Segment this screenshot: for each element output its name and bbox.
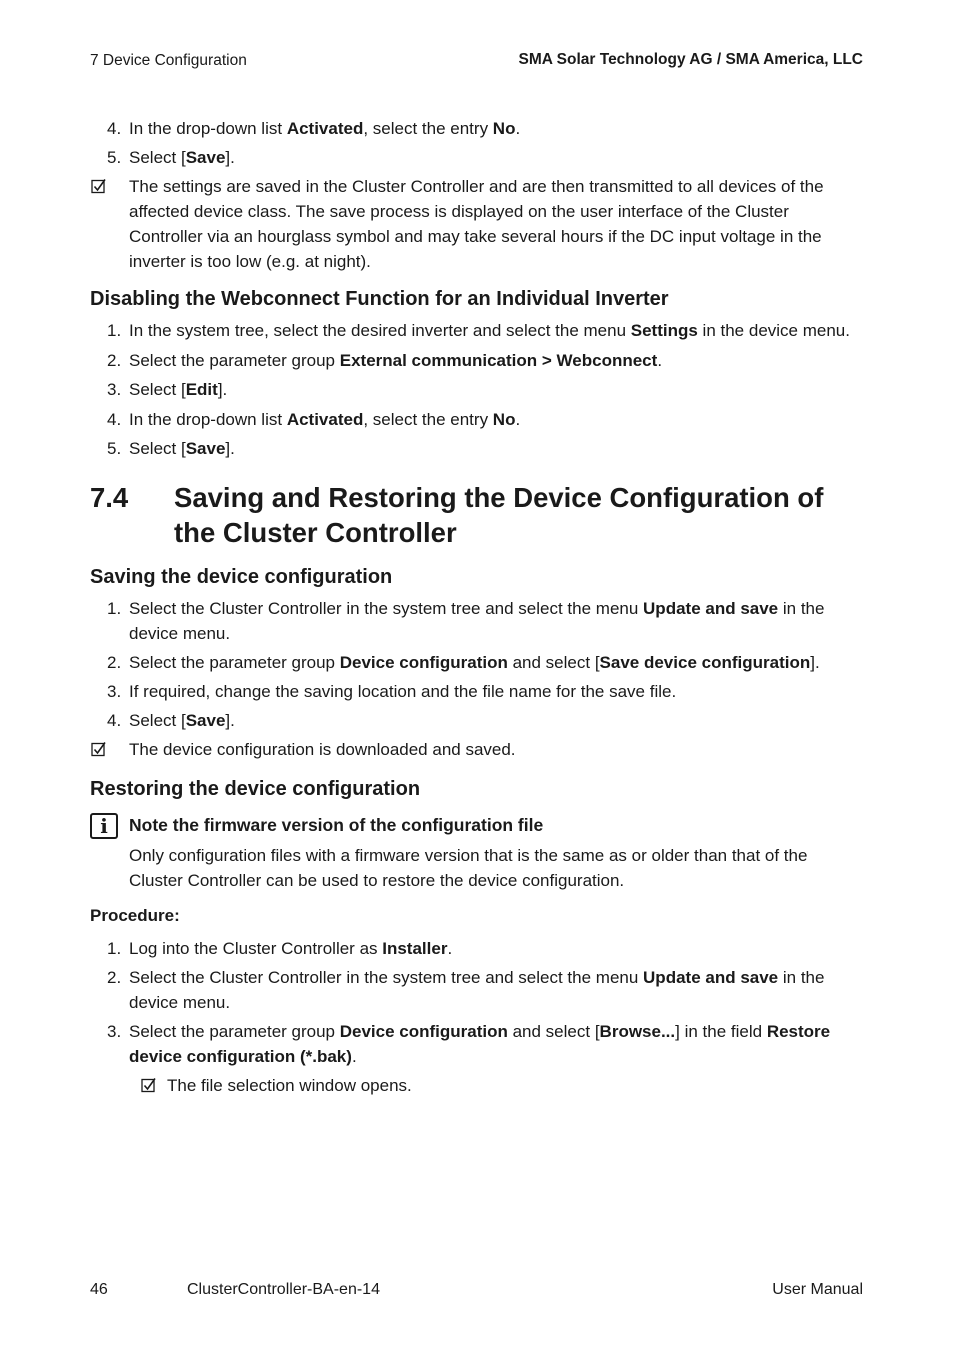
step-text: in the device menu. [129, 599, 825, 643]
ui-term: Device configuration [339, 1022, 508, 1041]
step-number: 5. [107, 148, 122, 167]
checkbox-checked-icon [91, 742, 106, 757]
step-text: ]. [225, 711, 235, 730]
step-text: Log into the Cluster Controller as [129, 939, 383, 958]
subheading-webconnect: Disabling the Webconnect Function for an Individual Inverter [90, 288, 669, 310]
ui-term: Installer [382, 939, 448, 958]
step-text: . [447, 939, 453, 958]
page-number: 46 [90, 1281, 108, 1298]
doc-type: User Manual [772, 1281, 863, 1298]
ui-term: No [492, 119, 516, 138]
step-text: and select [ [507, 653, 600, 672]
header-company: SMA Solar Technology AG / SMA America, LLC [518, 51, 863, 68]
result-text: The file selection window opens. [167, 1076, 412, 1095]
ui-term: Update and save [643, 599, 779, 618]
ui-term: No [492, 410, 516, 429]
result-item [141, 1073, 881, 1098]
note-body: Only configuration files with a firmware version that is the same as or older than that of the Cluster Controller can be used to restore the device configuration. [129, 846, 808, 890]
result-item [91, 737, 831, 762]
ui-term: Browse... [599, 1022, 676, 1041]
step-text: In the drop-down list [129, 410, 287, 429]
ui-term: Save [185, 439, 226, 458]
step-text: Select [ [129, 148, 186, 167]
step-text: In the drop-down list [129, 119, 287, 138]
list-item [107, 116, 867, 141]
ui-term: Activated [286, 410, 364, 429]
ui-term: Restore device configuration (*.bak) [129, 1022, 831, 1066]
section-number: 7.4 [90, 482, 129, 513]
step-text: . [515, 119, 521, 138]
step-number: 4. [107, 119, 122, 138]
step-text: Select the parameter group [129, 653, 340, 672]
step-text: , select the entry [363, 410, 493, 429]
checkbox-checked-icon [91, 179, 106, 194]
step-number: 2. [107, 653, 122, 672]
step-text: Select [ [129, 711, 186, 730]
list-item [107, 407, 867, 432]
step-text: and select [ [507, 1022, 600, 1041]
step-text: Select [ [129, 380, 186, 399]
doc-id: ClusterController-BA-en-14 [187, 1281, 380, 1298]
step-number: 4. [107, 711, 122, 730]
step-text: . [657, 351, 663, 370]
step-text: In the system tree, select the desired inverter and select the menu [129, 321, 631, 340]
step-number: 1. [107, 599, 122, 618]
result-text: The device configuration is downloaded and saved. [129, 740, 516, 759]
list-item [107, 650, 867, 675]
step-number: 2. [107, 351, 122, 370]
section-heading [90, 480, 864, 550]
step-text: ]. [217, 380, 228, 399]
list-item [107, 377, 867, 402]
step-number: 4. [107, 410, 122, 429]
ui-term: Save [185, 711, 226, 730]
list-item [107, 1019, 867, 1069]
step-text: Select [ [129, 439, 186, 458]
list-item [107, 596, 867, 646]
ui-term: Activated [286, 119, 364, 138]
step-text: Select the parameter group [129, 1022, 340, 1041]
step-text: ] in the field [675, 1022, 767, 1041]
step-text: If required, change the saving location and the file name for the save file. [129, 682, 677, 701]
step-number: 3. [107, 380, 122, 399]
step-text: ]. [225, 439, 235, 458]
note-title: Note the firmware version of the configuration file [129, 815, 544, 835]
checkbox-checked-icon [141, 1078, 156, 1093]
step-text: ]. [810, 653, 820, 672]
step-text: Select the Cluster Controller in the system tree and select the menu [129, 968, 644, 987]
step-number: 1. [107, 939, 122, 958]
list-item [107, 318, 867, 343]
step-text: . [351, 1047, 357, 1066]
step-number: 2. [107, 968, 122, 987]
list-item [107, 936, 867, 961]
info-icon [90, 813, 118, 839]
subheading-restoring: Restoring the device configuration [90, 778, 421, 800]
ui-term: Update and save [643, 968, 779, 987]
step-number: 5. [107, 439, 122, 458]
list-item [107, 348, 867, 373]
step-text: ]. [225, 148, 235, 167]
ui-term: Save [185, 148, 226, 167]
list-item [107, 436, 867, 461]
step-text: . [515, 410, 521, 429]
ui-term: Edit [185, 380, 218, 399]
step-text: Select the parameter group [129, 351, 340, 370]
list-item [107, 679, 867, 704]
info-glyph: i [100, 814, 108, 838]
step-text: Select the Cluster Controller in the system tree and select the menu [129, 599, 644, 618]
list-item [107, 708, 867, 733]
subheading-saving: Saving the device configuration [90, 566, 393, 588]
step-text: in the device menu. [697, 321, 850, 340]
list-item [107, 145, 867, 170]
ui-term: Settings [630, 321, 698, 340]
section-title: Saving and Restoring the Device Configuration of the Cluster Controller [174, 482, 824, 548]
result-text: The settings are saved in the Cluster Controller and are then transmitted to all devices of the affected device class. The save process is displayed on the user interface of the Cluster Controller via an hourglass symbol and may take several hours if the DC input voltage in the inverter is too low (e.g. at night). [129, 177, 824, 271]
result-item [91, 174, 831, 274]
step-text: in the device menu. [129, 968, 825, 1012]
header-section: 7 Device Configuration [90, 52, 247, 69]
step-number: 3. [107, 682, 122, 701]
ui-term: Device configuration [339, 653, 508, 672]
step-text: , select the entry [363, 119, 493, 138]
ui-term: External communication > Webconnect [339, 351, 658, 370]
ui-term: Save device configuration [599, 653, 811, 672]
step-number: 3. [107, 1022, 122, 1041]
list-item [107, 965, 867, 1015]
procedure-label: Procedure: [90, 906, 180, 925]
step-number: 1. [107, 321, 122, 340]
